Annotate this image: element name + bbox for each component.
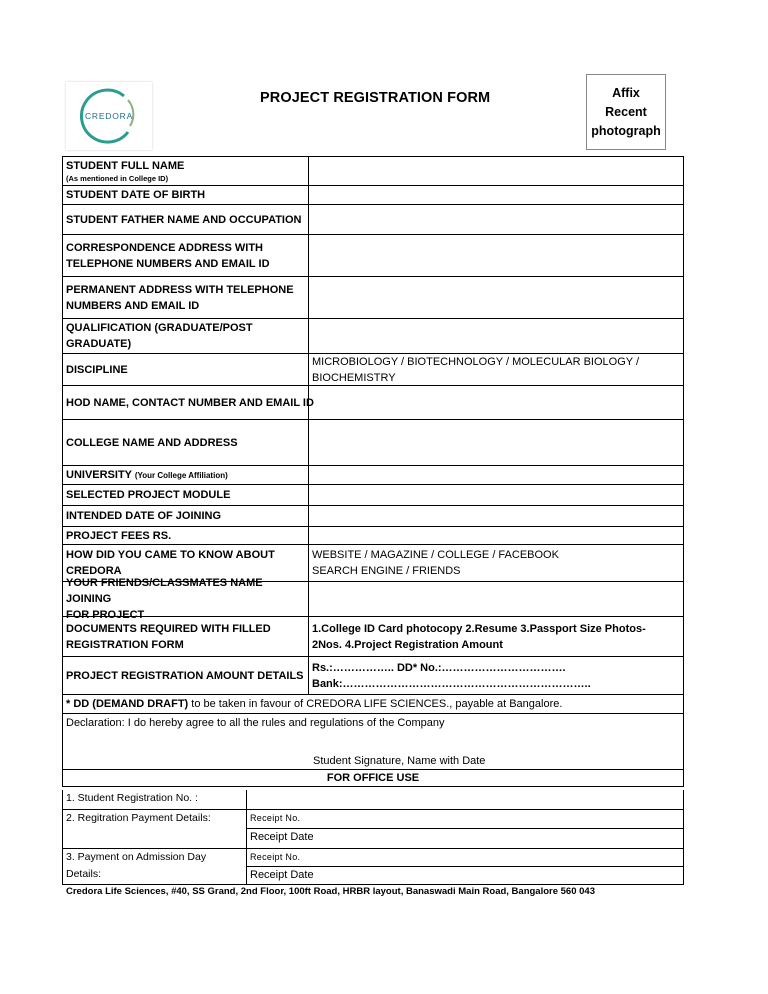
input-friends[interactable] <box>309 582 683 616</box>
label-perm-address: PERMANENT ADDRESS WITH TELEPHONE NUMBERS AND EMAIL ID <box>63 277 309 318</box>
row-amount <box>63 657 683 695</box>
label-dob: STUDENT DATE OF BIRTH <box>63 186 309 204</box>
value-docs: 1.College ID Card photocopy 2.Resume 3.Passport Size Photos- 2Nos. 4.Project Registration Amount <box>312 622 646 651</box>
row-discipline <box>63 354 683 386</box>
input-dob[interactable] <box>309 186 683 204</box>
row-docs <box>63 617 683 657</box>
input-joining[interactable] <box>309 506 683 526</box>
row-qualification <box>63 319 683 354</box>
registration-form-table <box>62 156 684 787</box>
form-title: PROJECT REGISTRATION FORM <box>260 90 491 106</box>
label-amount: PROJECT REGISTRATION AMOUNT DETAILS <box>63 657 309 694</box>
label-module: SELECTED PROJECT MODULE <box>63 485 309 505</box>
receipt-date-2[interactable]: Receipt Date <box>250 869 314 881</box>
label-know: HOW DID YOU CAME TO KNOW ABOUT CREDORA <box>63 545 309 581</box>
office-row-reg <box>63 790 683 810</box>
row-declaration <box>63 714 683 770</box>
payment-receipt <box>247 810 683 848</box>
label-joining: INTENDED DATE OF JOINING <box>63 506 309 526</box>
value-know[interactable]: WEBSITE / MAGAZINE / COLLEGE / FACEBOOK SEARCH ENGINE / FRIENDS <box>312 549 559 577</box>
photo-box[interactable] <box>586 74 666 150</box>
input-college[interactable] <box>309 420 683 465</box>
value-discipline[interactable]: MICROBIOLOGY / BIOTECHNOLOGY / MOLECULAR BIOLOGY / BIOCHEMISTRY <box>312 355 640 384</box>
label-college: COLLEGE NAME AND ADDRESS <box>63 420 309 465</box>
input-module[interactable] <box>309 485 683 505</box>
input-father[interactable] <box>309 205 683 234</box>
photo-line-2: Recent <box>605 104 647 119</box>
label-father: STUDENT FATHER NAME AND OCCUPATION <box>63 205 309 234</box>
input-full-name[interactable] <box>309 157 683 185</box>
label-hod: HOD NAME, CONTACT NUMBER AND EMAIL ID <box>63 386 309 419</box>
dd-note: * DD (DEMAND DRAFT) to be taken in favour of CREDORA LIFE SCIENCES., payable at Bangalore. <box>66 698 563 710</box>
row-father <box>63 205 683 235</box>
label-discipline: DISCIPLINE <box>63 354 309 385</box>
logo-text: CREDORA <box>84 111 134 121</box>
company-logo <box>66 82 152 150</box>
receipt-no-1[interactable]: Receipt No. <box>247 810 683 829</box>
admission-receipt <box>247 849 683 884</box>
label-friends: YOUR FRIENDS/CLASSMATES NAME JOINING FOR PROJECT <box>63 582 309 616</box>
input-fees[interactable] <box>309 527 683 544</box>
signature-line[interactable]: Student Signature, Name with Date <box>313 755 486 767</box>
credora-logo-icon <box>66 82 152 150</box>
photo-line-3: photograph <box>591 123 661 138</box>
row-corr-address <box>63 235 683 277</box>
row-fees <box>63 527 683 545</box>
office-row-payment <box>63 810 683 849</box>
input-corr-address[interactable] <box>309 235 683 276</box>
row-joining <box>63 506 683 527</box>
row-university <box>63 466 683 485</box>
input-hod[interactable] <box>309 386 683 419</box>
label-corr-address: CORRESPONDENCE ADDRESS WITH TELEPHONE NUMBERS AND EMAIL ID <box>63 235 309 276</box>
input-university[interactable] <box>309 466 683 484</box>
label-admission: 3. Payment on Admission Day Details: <box>63 849 247 884</box>
office-row-admission <box>63 849 683 884</box>
label-university: UNIVERSITY (Your College Affiliation) <box>63 466 309 484</box>
row-perm-address <box>63 277 683 319</box>
label-docs: DOCUMENTS REQUIRED WITH FILLED REGISTRATION FORM <box>63 617 309 656</box>
row-friends <box>63 577 683 621</box>
input-reg-no[interactable] <box>247 790 683 809</box>
label-fees: PROJECT FEES RS. <box>63 527 309 544</box>
row-module <box>63 485 683 506</box>
receipt-date-1[interactable]: Receipt Date <box>250 831 314 843</box>
office-use-heading: FOR OFFICE USE <box>326 772 420 784</box>
office-use-table <box>62 790 684 885</box>
label-payment-details: 2. Regitration Payment Details: <box>63 810 247 848</box>
declaration-text: Declaration: I do hereby agree to all the rules and regulations of the Company <box>66 717 445 729</box>
photo-line-1: Affix <box>612 85 640 100</box>
row-office-use <box>63 770 683 786</box>
footer-address: Credora Life Sciences, #40, SS Grand, 2nd Floor, 100ft Road, HRBR layout, Banaswadi Main Road, Bangalore 560 043 <box>66 886 595 897</box>
input-qualification[interactable] <box>309 319 683 353</box>
row-hod <box>63 386 683 420</box>
receipt-no-2[interactable]: Receipt No. <box>247 849 683 867</box>
row-full-name <box>63 157 683 186</box>
label-reg-no: 1. Student Registration No. : <box>63 790 247 809</box>
row-dd-note <box>63 695 683 714</box>
label-full-name: STUDENT FULL NAME (As mentioned in College ID) <box>63 157 309 185</box>
value-amount[interactable]: Rs.:…………….. DD* No.:……………………………. Bank:………………………………………………………….. <box>312 661 591 690</box>
label-qualification: QUALIFICATION (GRADUATE/POST GRADUATE) <box>63 319 309 353</box>
input-perm-address[interactable] <box>309 277 683 318</box>
row-dob <box>63 186 683 205</box>
row-college <box>63 420 683 466</box>
